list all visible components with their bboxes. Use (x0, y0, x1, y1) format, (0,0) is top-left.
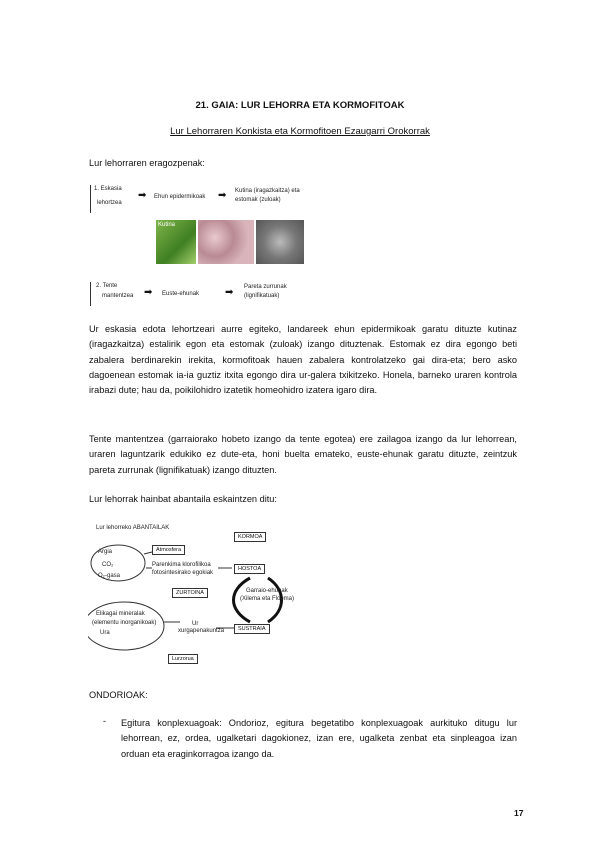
paragraph-2: Tente mantentzea (garraiorako hobeto izango da tente egotea) ere zailagoa izango da lur lehorrean, uraren laguntzarik edukiko ez dute-eta, honi buelta emateko, euste-ehunak garatu dituzte, zeintzuk pareta zurrunak (lignifikatuak) izango dituzten. (89, 434, 517, 475)
cuticle-result-b: estomak (zuloak) (235, 197, 281, 203)
support-step: Euste-ehunak (162, 291, 200, 297)
ondorioak-heading: ONDORIOAK: (89, 690, 148, 700)
oxigenoa-label: O₂-gasa (98, 573, 121, 579)
elikagai-label-b: (elementu inorganikoak) (92, 620, 157, 626)
list-bullet: - (103, 716, 107, 726)
xurgapena-label-a: Ur (192, 621, 199, 627)
line-atmosfera (144, 552, 152, 554)
cuticle-result-a: Kutina (iragazkaitza) eta (235, 188, 300, 194)
wall-result-a: Pareta zurrunak (244, 284, 287, 290)
argia-label: Argia (98, 549, 113, 555)
advantages-diagram (88, 522, 308, 670)
arrow-2: ➡ (218, 190, 227, 201)
wall-result-b: (lignifikatuak) (244, 293, 280, 299)
garraio-label-a: Garraio-ehunak (246, 588, 288, 594)
sustraia-box: SUSTRAIA (234, 624, 270, 634)
soil-ellipse (88, 602, 164, 650)
kutina-label: Kutina (158, 222, 176, 228)
xurgapena-label-b: xurgapenakuntza (178, 628, 225, 634)
bracket-2 (90, 282, 91, 306)
co2-label: CO₂ (102, 562, 114, 568)
page-number: 17 (514, 808, 524, 818)
elikagai-label-c: Ura (100, 630, 110, 636)
elikagai-label-a: Elikagai mineralak (96, 611, 145, 617)
hostoa-box: HOSTOA (234, 564, 265, 574)
zurtoina-box: ZURTOINA (172, 588, 208, 598)
garraio-label-b: (Xilema eta Floema) (240, 596, 295, 602)
intro-text: Lur lehorraren eragozpenak: (89, 158, 205, 168)
arrow-3: ➡ (144, 287, 153, 298)
stomata-micrograph-2 (256, 220, 304, 264)
bracket-1 (90, 185, 91, 213)
atmosfera-box: Atmosfera (152, 545, 185, 555)
arrow-1: ➡ (138, 190, 147, 201)
conclusion-item: Egitura konplexuagoak: Ondorioz, egitura begetatibo konplexuagoak aurkituko ditugu lur lehorrean, ez, ordea, ugalketari dagokionez, izan ere, ugalketa zenbat eta sinpleagoa izan orduan eta eraginkorragoa izango da. (121, 718, 517, 759)
obstacles-diagram (90, 180, 390, 310)
tente-label: 2. Tente (96, 283, 118, 289)
paragraph-1: Ur eskasia edota lehortzeari aurre egiteko, landareek ehun epidermikoak garatu dituzte kutinaz (iragazkaitza) estalirik egon eta estomak (zuloak) izango dituztenak. Estomak ez dira egongo beti zabalera berdinarekin irekita, kormofitoak hauen zabalera kontrolatzeko gai dira-eta; bero asko dagoenean estomak ia-ia guztiz itxita egongo dira ur-galera txikitzeko. Honela, barneko uraren kontrola irabazi dute; hau da, poikilohidro izatetik homeohidro izatera igaro dira. (89, 324, 517, 396)
lurzorua-box: Lurzorua (168, 654, 198, 664)
epidermis-step: Ehun epidermikoak (154, 194, 206, 200)
kormoa-box: KORMOA (234, 532, 266, 542)
page-subtitle: Lur Lehorraren Konkista eta Kormofitoen Ezaugarri Orokorrak (170, 126, 430, 137)
parenkima-label-b: fotosintesirako egokiak (152, 570, 214, 576)
arrow-4: ➡ (225, 287, 234, 298)
page-title: 21. GAIA: LUR LEHORRA ETA KORMOFITOAK (195, 100, 405, 111)
eskasia-label: 1. Eskasia (94, 186, 122, 192)
mantentzea-label: mantentzea (102, 293, 134, 299)
advantages-heading: Lur lehorreko ABANTAILAK (96, 525, 170, 531)
lehortzea-label: lehortzea (97, 200, 122, 206)
stomata-micrograph-1 (198, 220, 254, 264)
parenkima-label-a: Parenkima klorofilikoa (152, 562, 211, 568)
paragraph-3: Lur lehorrak hainbat abantaila eskaintzen ditu: (89, 494, 277, 504)
